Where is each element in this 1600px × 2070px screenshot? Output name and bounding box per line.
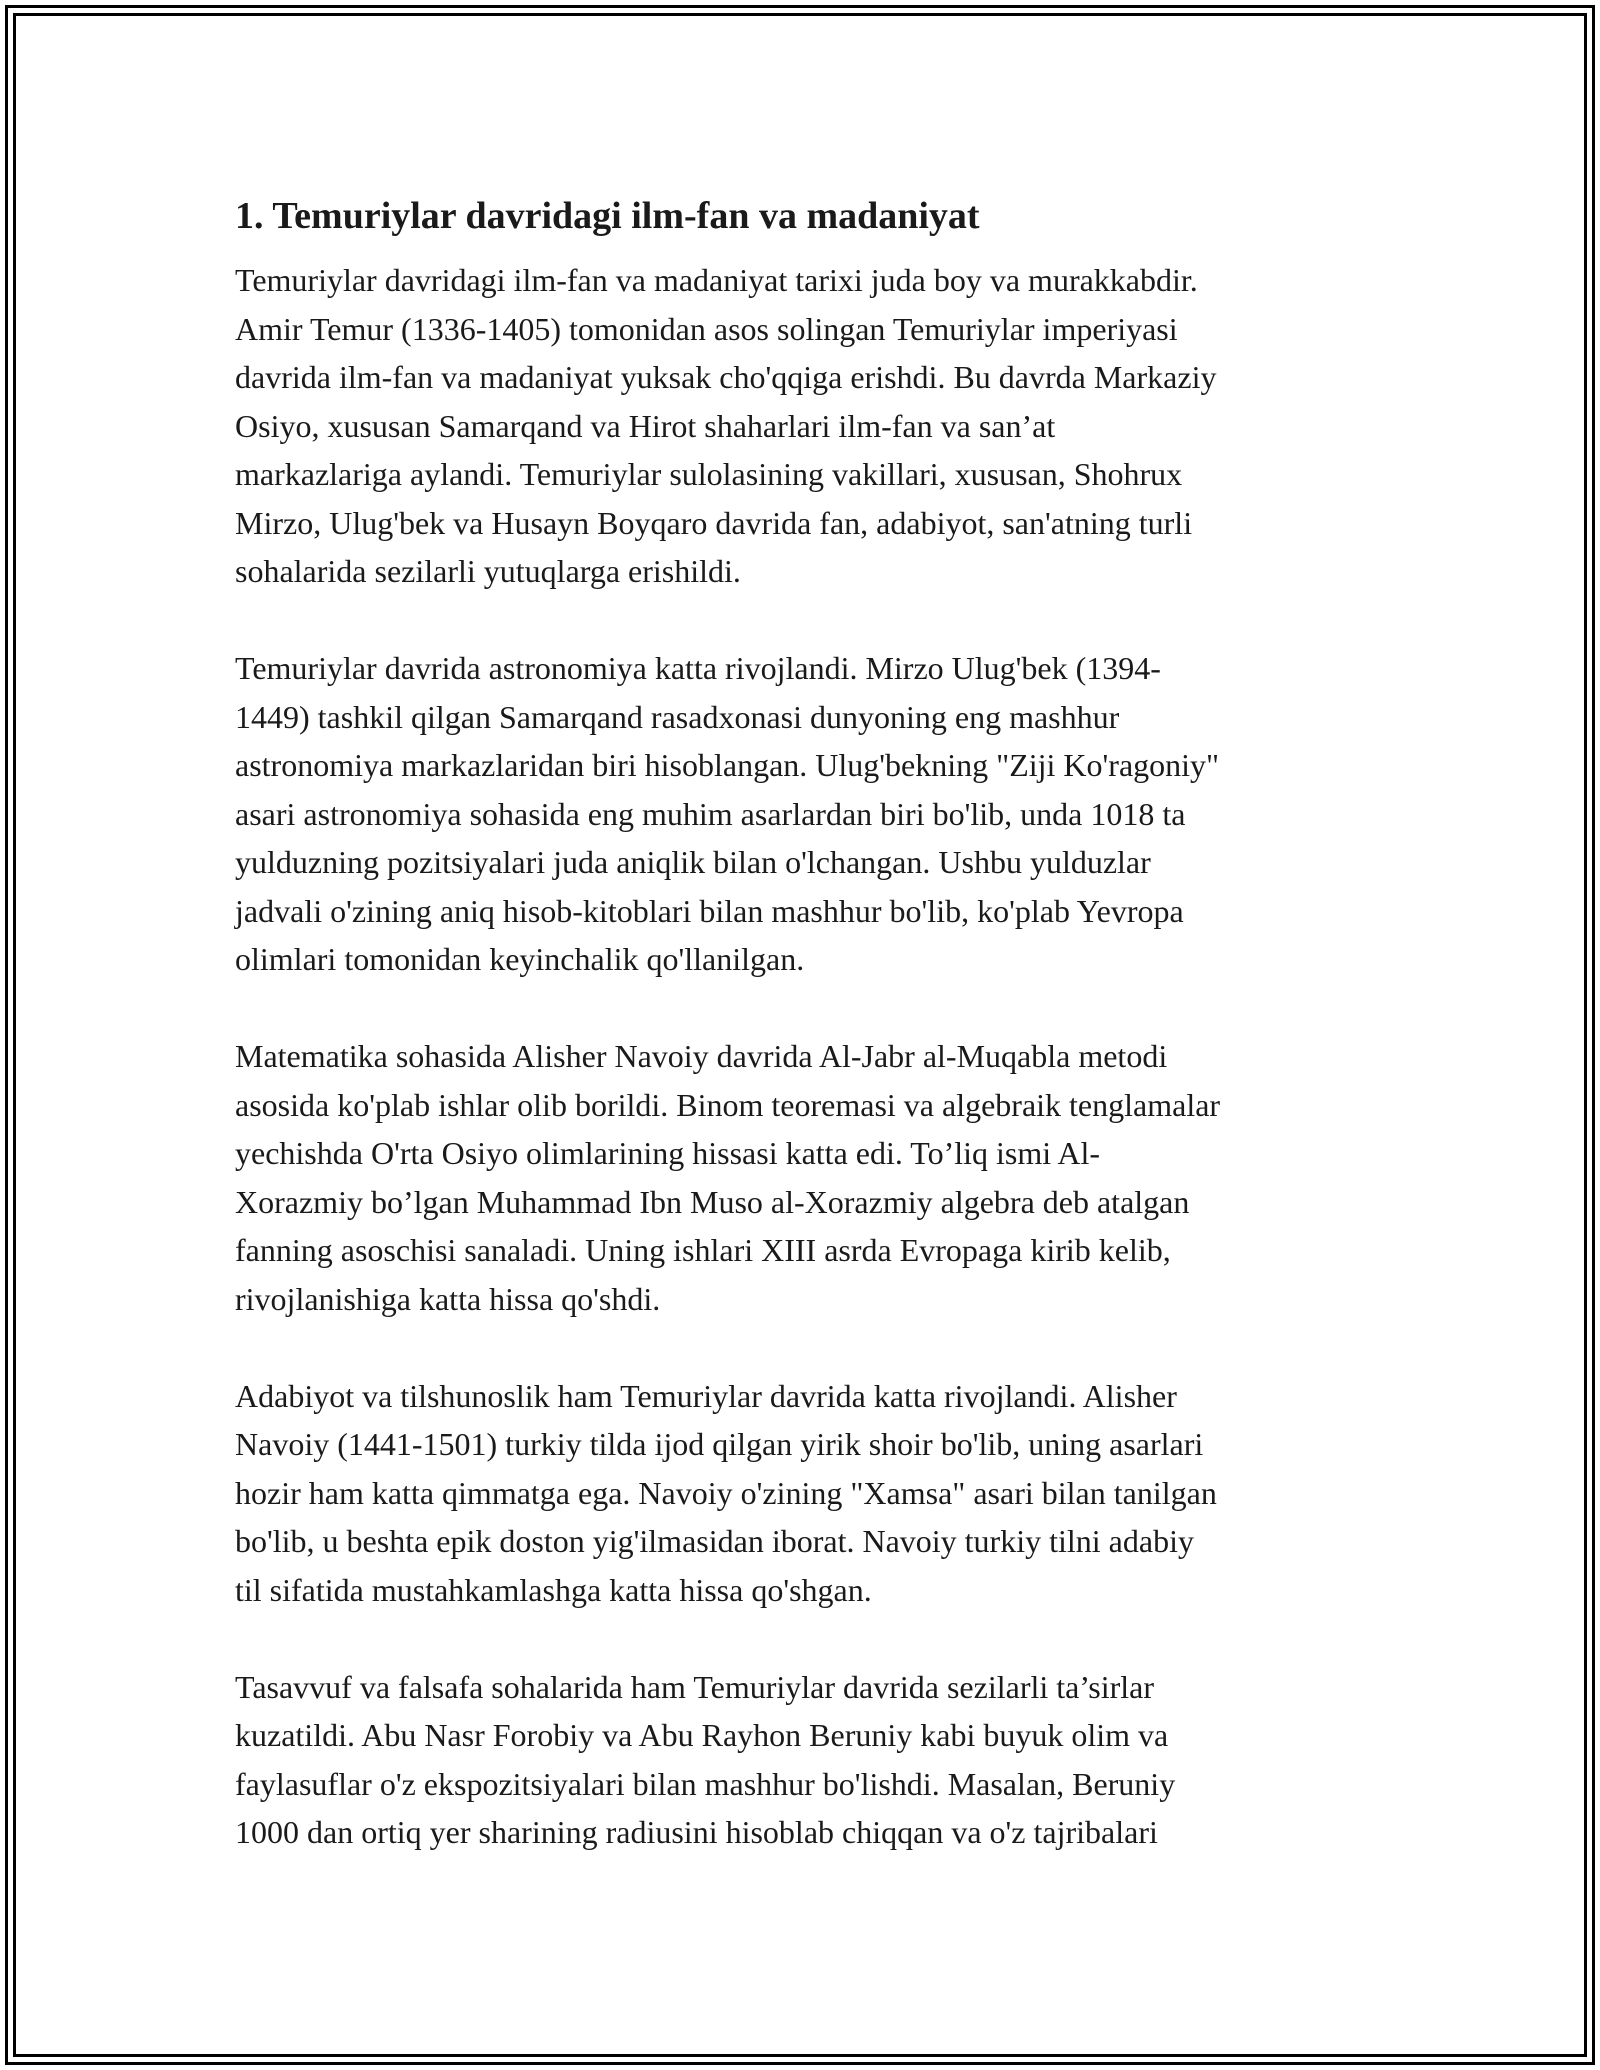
paragraph-literature: Adabiyot va tilshunoslik ham Temuriylar davrida katta rivojlandi. Alisher Navoiy (1441-1501) turkiy tilda ijod qilgan yirik shoir bo'lib, uning asarlari hozir ham katta qimmatga ega. Navoiy o'zining "Xamsa" asari bilan tanilgan bo'lib, u beshta epik doston yig'ilmasidan iborat. Navoiy turkiy tilni adabiy til sifatida mustahkamlashga katta hissa qo'shgan. <box>235 1377 1217 1608</box>
section-heading: 1. Temuriylar davridagi ilm-fan va madaniyat <box>235 195 980 237</box>
paragraph-intro: Temuriylar davridagi ilm-fan va madaniyat tarixi juda boy va murakkabdir. Amir Temur (1336-1405) tomonidan asos solingan Temuriylar imperiyasi davrida ilm-fan va madaniyat yuksak cho'qqiga erishdi. Bu davrda Markaziy Osiyo, xususan Samarqand va Hirot shaharlari ilm-fan va san’at markazlariga aylandi. Temuriylar sulolasining vakillari, xususan, Shohrux Mirzo, Ulug'bek va Husayn Boyqaro davrida fan, adabiyot, san'atning turli sohalarida sezilarli yutuqlarga erishildi. <box>235 262 1217 589</box>
document-body <box>235 186 1375 1905</box>
paragraph-mathematics: Matematika sohasida Alisher Navoiy davrida Al-Jabr al-Muqabla metodi asosida ko'plab ishlar olib borildi. Binom teoremasi va algebraik tenglamalar yechishda O'rta Osiyo olimlarining hissasi katta edi. To’liq ismi Al- Xorazmiy bo’lgan Muhammad Ibn Muso al-Xorazmiy algebra deb atalgan fanning asoschisi sanaladi. Uning ishlari XIII asrda Evropaga kirib kelib, rivojlanishiga katta hissa qo'shdi. <box>235 1038 1221 1317</box>
paragraph-philosophy: Tasavvuf va falsafa sohalarida ham Temuriylar davrida sezilarli ta’sirlar kuzatildi. Abu Nasr Forobiy va Abu Rayhon Beruniy kabi buyuk olim va faylasuflar o'z ekspozitsiyalari bilan mashhur bo'lishdi. Masalan, Beruniy 1000 dan ortiq yer sharining radiusini hisoblab chiqqan va o'z tajribalari <box>235 1668 1176 1850</box>
paragraph-astronomy: Temuriylar davrida astronomiya katta rivojlandi. Mirzo Ulug'bek (1394- 1449) tashkil qilgan Samarqand rasadxonasi dunyoning eng mashhur astronomiya markazlaridan biri hisoblangan. Ulug'bekning "Ziji Ko'ragoniy" asari astronomiya sohasida eng muhim asarlardan biri bo'lib, unda 1018 ta yulduzning pozitsiyalari juda aniqlik bilan o'lchangan. Ushbu yulduzlar jadvali o'zining aniq hisob-kitoblari bilan mashhur bo'lib, ko'plab Yevropa olimlari tomonidan keyinchalik qo'llanilgan. <box>235 650 1220 977</box>
